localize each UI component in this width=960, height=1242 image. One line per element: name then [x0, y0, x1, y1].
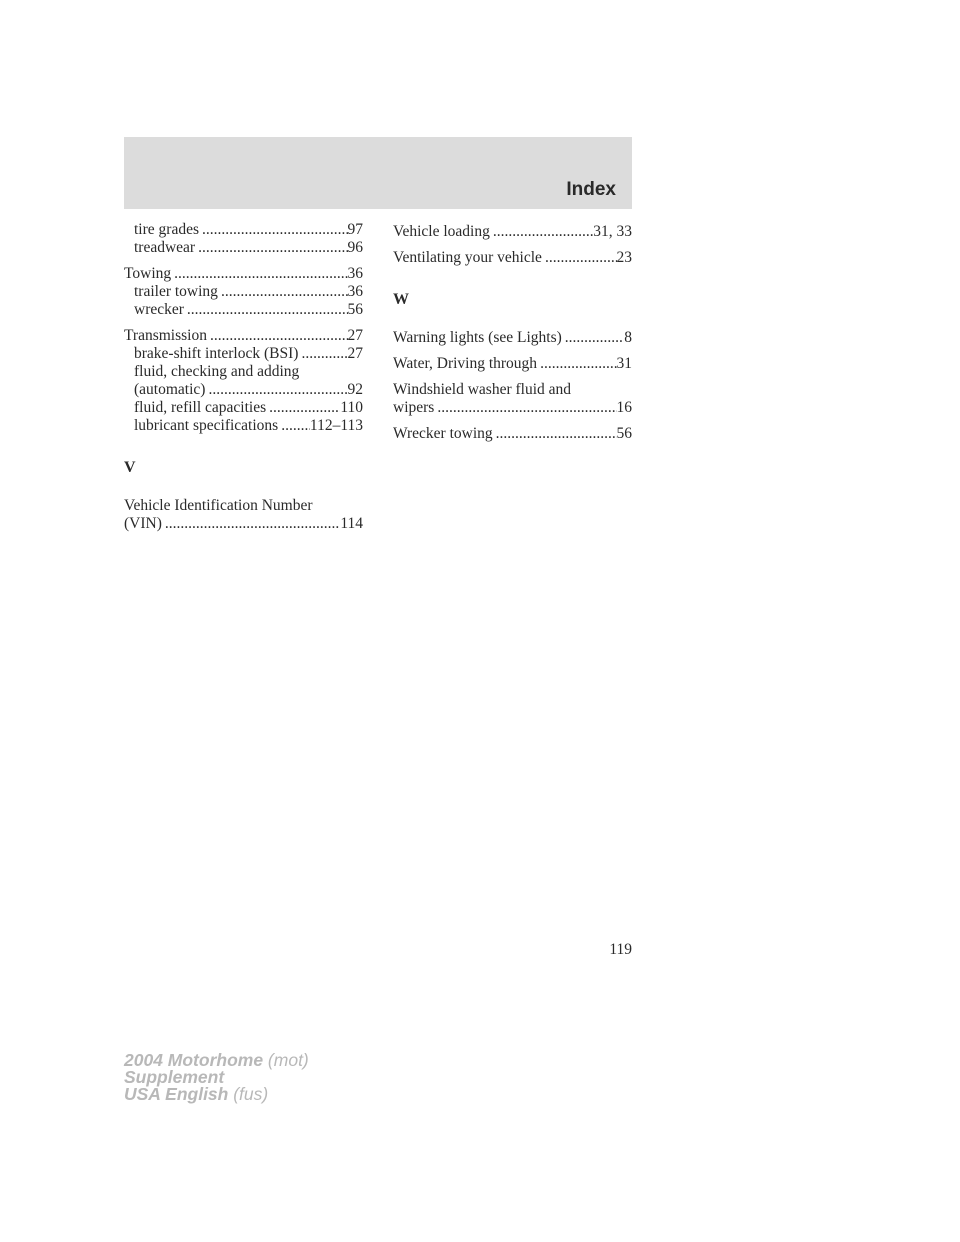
entry-page: 8	[624, 329, 632, 346]
entry-label: (automatic)	[134, 381, 206, 398]
entry-label: Transmission	[124, 327, 207, 344]
section-letter-w: W	[393, 291, 409, 308]
index-entry-transmission	[124, 327, 363, 345]
dot-leader	[221, 283, 348, 301]
entry-page: 31, 33	[593, 223, 632, 240]
dot-leader	[301, 345, 347, 363]
index-entry	[393, 399, 632, 417]
header-band	[124, 137, 632, 209]
entry-label: Warning lights (see Lights)	[393, 329, 562, 346]
entry-page: 110	[340, 399, 363, 416]
entry-label: Wrecker towing	[393, 425, 493, 442]
index-column-right	[393, 223, 632, 443]
entry-page: 27	[347, 327, 363, 344]
footer-supplement: Supplement	[124, 1067, 225, 1087]
entry-page: 92	[347, 381, 363, 398]
entry-label: trailer towing	[134, 283, 218, 300]
dot-leader	[437, 399, 616, 417]
index-entry	[393, 425, 632, 443]
entry-label: Water, Driving through	[393, 355, 538, 372]
page-title: Index	[566, 179, 616, 200]
entry-page: 112–113	[309, 417, 363, 434]
index-entry	[393, 355, 632, 373]
entry-page: 31	[616, 355, 632, 372]
entry-page: 56	[616, 425, 632, 442]
index-entry	[393, 223, 632, 241]
entry-label: Ventilating your vehicle	[393, 249, 542, 266]
entry-page: 114	[340, 515, 363, 532]
page-number: 119	[609, 941, 632, 958]
index-entry	[124, 283, 363, 301]
index-entry	[124, 239, 363, 257]
dot-leader	[496, 425, 617, 443]
index-entry-towing	[124, 265, 363, 283]
dot-leader	[540, 355, 616, 373]
footer-model-code: (mot)	[263, 1050, 309, 1070]
index-entry	[124, 515, 363, 533]
dot-leader	[269, 399, 340, 417]
index-entry-text: fluid, checking and adding	[134, 363, 300, 380]
dot-leader	[565, 329, 624, 347]
index-column-left	[124, 221, 363, 533]
entry-label: tire grades	[134, 221, 199, 238]
entry-label: treadwear	[134, 239, 196, 256]
entry-page: 56	[347, 301, 363, 318]
entry-page: 16	[616, 399, 632, 416]
dot-leader	[165, 515, 340, 533]
footer-watermark	[124, 1052, 309, 1103]
dot-leader	[208, 381, 347, 399]
entry-label: brake-shift interlock (BSI)	[134, 345, 299, 362]
footer-line-3	[124, 1086, 309, 1103]
entry-page: 23	[616, 249, 632, 266]
index-entry	[124, 399, 363, 417]
entry-page: 36	[347, 283, 363, 300]
entry-label: wipers	[393, 399, 435, 416]
index-entry	[124, 301, 363, 319]
index-entry	[124, 381, 363, 399]
entry-label: lubricant specifications	[134, 417, 279, 434]
index-entry	[124, 417, 363, 435]
index-entry	[124, 221, 363, 239]
index-entry	[124, 345, 363, 363]
dot-leader	[210, 327, 348, 345]
index-entry-text: Windshield washer fluid and	[393, 381, 572, 398]
index-entry	[393, 329, 632, 347]
footer-model: 2004 Motorhome	[124, 1050, 264, 1070]
entry-page: 36	[347, 265, 363, 282]
entry-label: wrecker	[134, 301, 184, 318]
section-letter-v: V	[124, 459, 136, 476]
index-entry-text: Vehicle Identification Number	[124, 497, 313, 514]
dot-leader	[493, 223, 593, 241]
entry-label: fluid, refill capacities	[134, 399, 267, 416]
dot-leader	[545, 249, 617, 267]
entry-page: 96	[347, 239, 363, 256]
footer-language-code: (fus)	[228, 1084, 269, 1104]
dot-leader	[198, 239, 347, 257]
dot-leader	[174, 265, 347, 283]
dot-leader	[281, 417, 310, 435]
entry-label: (VIN)	[124, 515, 162, 532]
footer-language: USA English	[124, 1084, 229, 1104]
entry-page: 97	[347, 221, 363, 238]
entry-label: Vehicle loading	[393, 223, 490, 240]
dot-leader	[187, 301, 348, 319]
dot-leader	[202, 221, 348, 239]
entry-label: Towing	[124, 265, 172, 282]
entry-page: 27	[347, 345, 363, 362]
index-entry	[393, 249, 632, 267]
